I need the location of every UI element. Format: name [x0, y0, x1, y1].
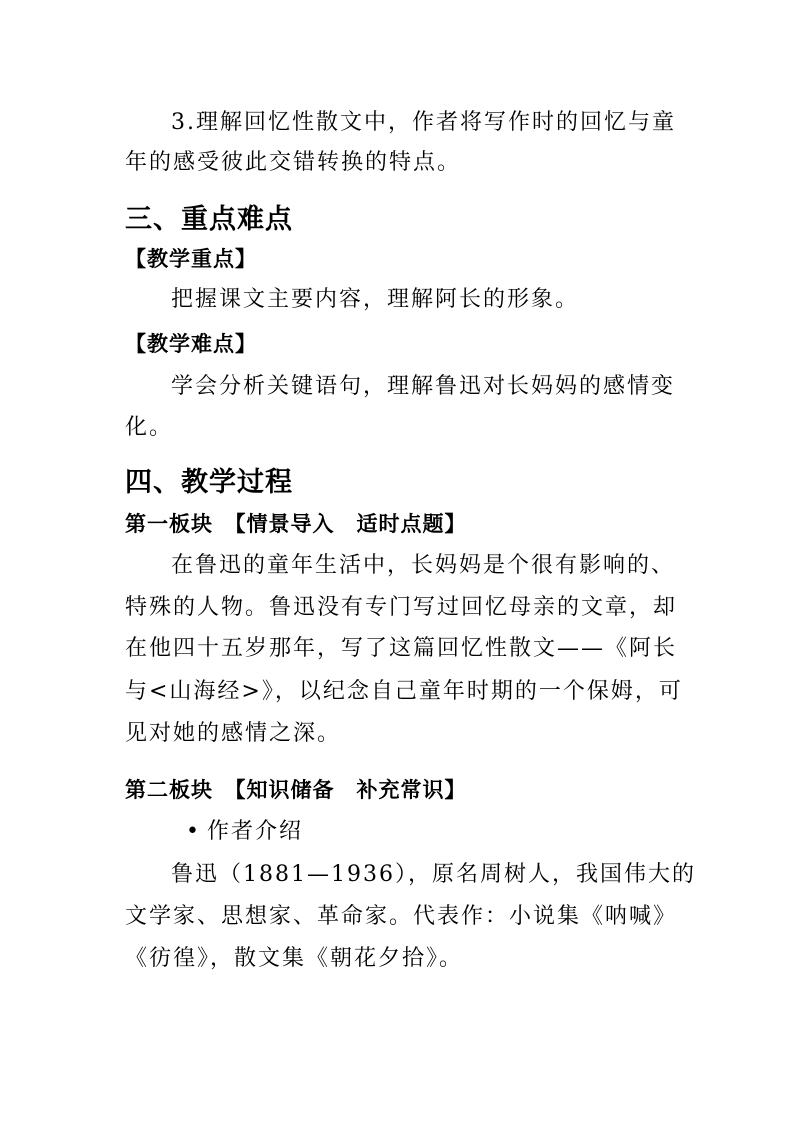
objective-3-line-2: 年的感受彼此交错转换的特点。 — [125, 150, 462, 175]
author-line-2: 文学家、思想家、革命家。代表作：小说集《呐喊》 — [125, 904, 678, 929]
section-4-heading: 四、教学过程 — [125, 467, 293, 498]
author-intro-label: 作者介绍 — [206, 819, 303, 844]
author-line-1: 鲁迅（1881—1936），原名周树人，我国伟大的 — [171, 862, 696, 887]
author-intro-bullet — [186, 817, 303, 847]
key-points-label: 【教学重点】 — [125, 247, 257, 271]
difficulty-line-2: 化。 — [125, 415, 174, 440]
block-1-line-2: 特殊的人物。鲁迅没有专门写过回忆母亲的文章，却 — [125, 595, 678, 620]
difficulty-label: 【教学难点】 — [125, 332, 257, 356]
key-points-text: 把握课文主要内容，理解阿长的形象。 — [171, 287, 580, 312]
author-line-3: 《彷徨》，散文集《朝花夕拾》。 — [125, 946, 464, 971]
difficulty-line-1: 学会分析关键语句，理解鲁迅对长妈妈的感情变 — [171, 374, 676, 399]
objective-3-line-1: 3.理解回忆性散文中，作者将写作时的回忆与童 — [171, 110, 676, 135]
section-3-heading: 三、重点难点 — [125, 204, 293, 235]
block-1-line-5: 见对她的感情之深。 — [125, 721, 342, 746]
block-1-line-1: 在鲁迅的童年生活中，长妈妈是个很有影响的、 — [171, 553, 676, 578]
block-1-line-4: 与<山海经>》，以纪念自己童年时期的一个保姆，可 — [125, 679, 683, 704]
block-2-title: 第二板块 【知识储备 补充常识】 — [125, 778, 467, 802]
block-1-line-3: 在他四十五岁那年，写了这篇回忆性散文——《阿长 — [125, 636, 678, 661]
block-1-title: 第一板块 【情景导入 适时点题】 — [125, 512, 467, 536]
bullet-icon: • — [186, 819, 201, 844]
